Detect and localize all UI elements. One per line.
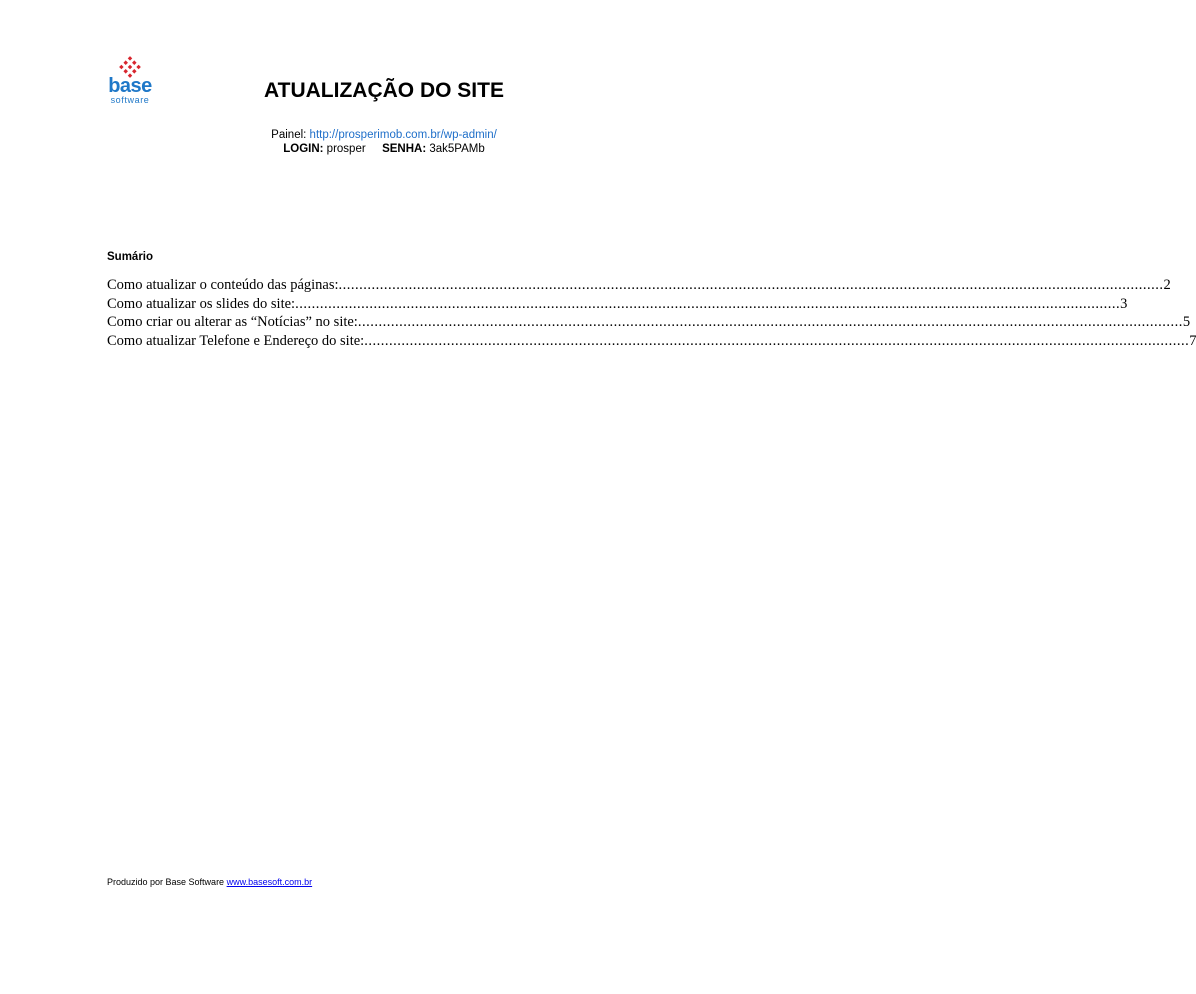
logo-mark-square xyxy=(123,69,128,74)
document-title: ATUALIZAÇÃO DO SITE xyxy=(264,79,504,102)
table-of-contents xyxy=(107,276,1196,350)
logo-mark-square xyxy=(119,65,124,70)
toc-leader-dots: ........................................................................................................................................................................................................ xyxy=(338,277,1164,293)
toc-entry-page: 5 xyxy=(1182,314,1191,330)
toc-entry-page: 3 xyxy=(1120,295,1128,312)
toc-entry[interactable] xyxy=(107,295,1128,314)
footer-url-link[interactable]: www.basesoft.com.br xyxy=(226,877,313,887)
logo-mark-square xyxy=(136,65,141,70)
logo-mark-square xyxy=(132,60,137,65)
toc-entry-text: Como criar ou alterar as “Notícias” no site: xyxy=(107,314,358,330)
footer-text: Produzido por Base Software xyxy=(107,877,225,887)
toc-leader-dots: ........................................................................................................................................................................................................ xyxy=(364,332,1190,349)
page-footer xyxy=(107,877,312,888)
credentials-line xyxy=(0,142,768,156)
panel-line xyxy=(0,128,768,142)
summary-heading: Sumário xyxy=(107,251,154,263)
password-value: 3ak5PAMb xyxy=(429,143,485,155)
panel-label: Painel: xyxy=(271,129,307,141)
logo-mark-square xyxy=(132,69,137,74)
logo-wordmark: base xyxy=(108,75,152,97)
toc-entry[interactable] xyxy=(107,313,1191,332)
logo-mark-square xyxy=(128,65,133,70)
toc-entry-page: 2 xyxy=(1163,277,1171,293)
toc-entry[interactable] xyxy=(107,332,1196,351)
toc-entry-text: Como atualizar o conteúdo das páginas: xyxy=(107,277,339,293)
toc-entry[interactable] xyxy=(107,276,1171,295)
toc-leader-dots: ........................................................................................................................................................................................................ xyxy=(295,295,1121,312)
toc-entry-text: Como atualizar os slides do site: xyxy=(107,295,296,312)
toc-entry-page: 7 xyxy=(1189,332,1196,349)
panel-url-link[interactable]: http://prosperimob.com.br/wp-admin/ xyxy=(309,129,497,141)
login-label: LOGIN: xyxy=(283,143,324,155)
login-value: prosper xyxy=(326,143,366,155)
password-label: SENHA: xyxy=(382,143,427,155)
toc-leader-dots: ........................................................................................................................................................................................................ xyxy=(357,314,1183,330)
logo-subtitle: software xyxy=(110,95,150,105)
logo-mark-square xyxy=(128,56,133,61)
toc-entry-text: Como atualizar Telefone e Endereço do site: xyxy=(107,332,365,349)
logo-mark-square xyxy=(123,60,128,65)
